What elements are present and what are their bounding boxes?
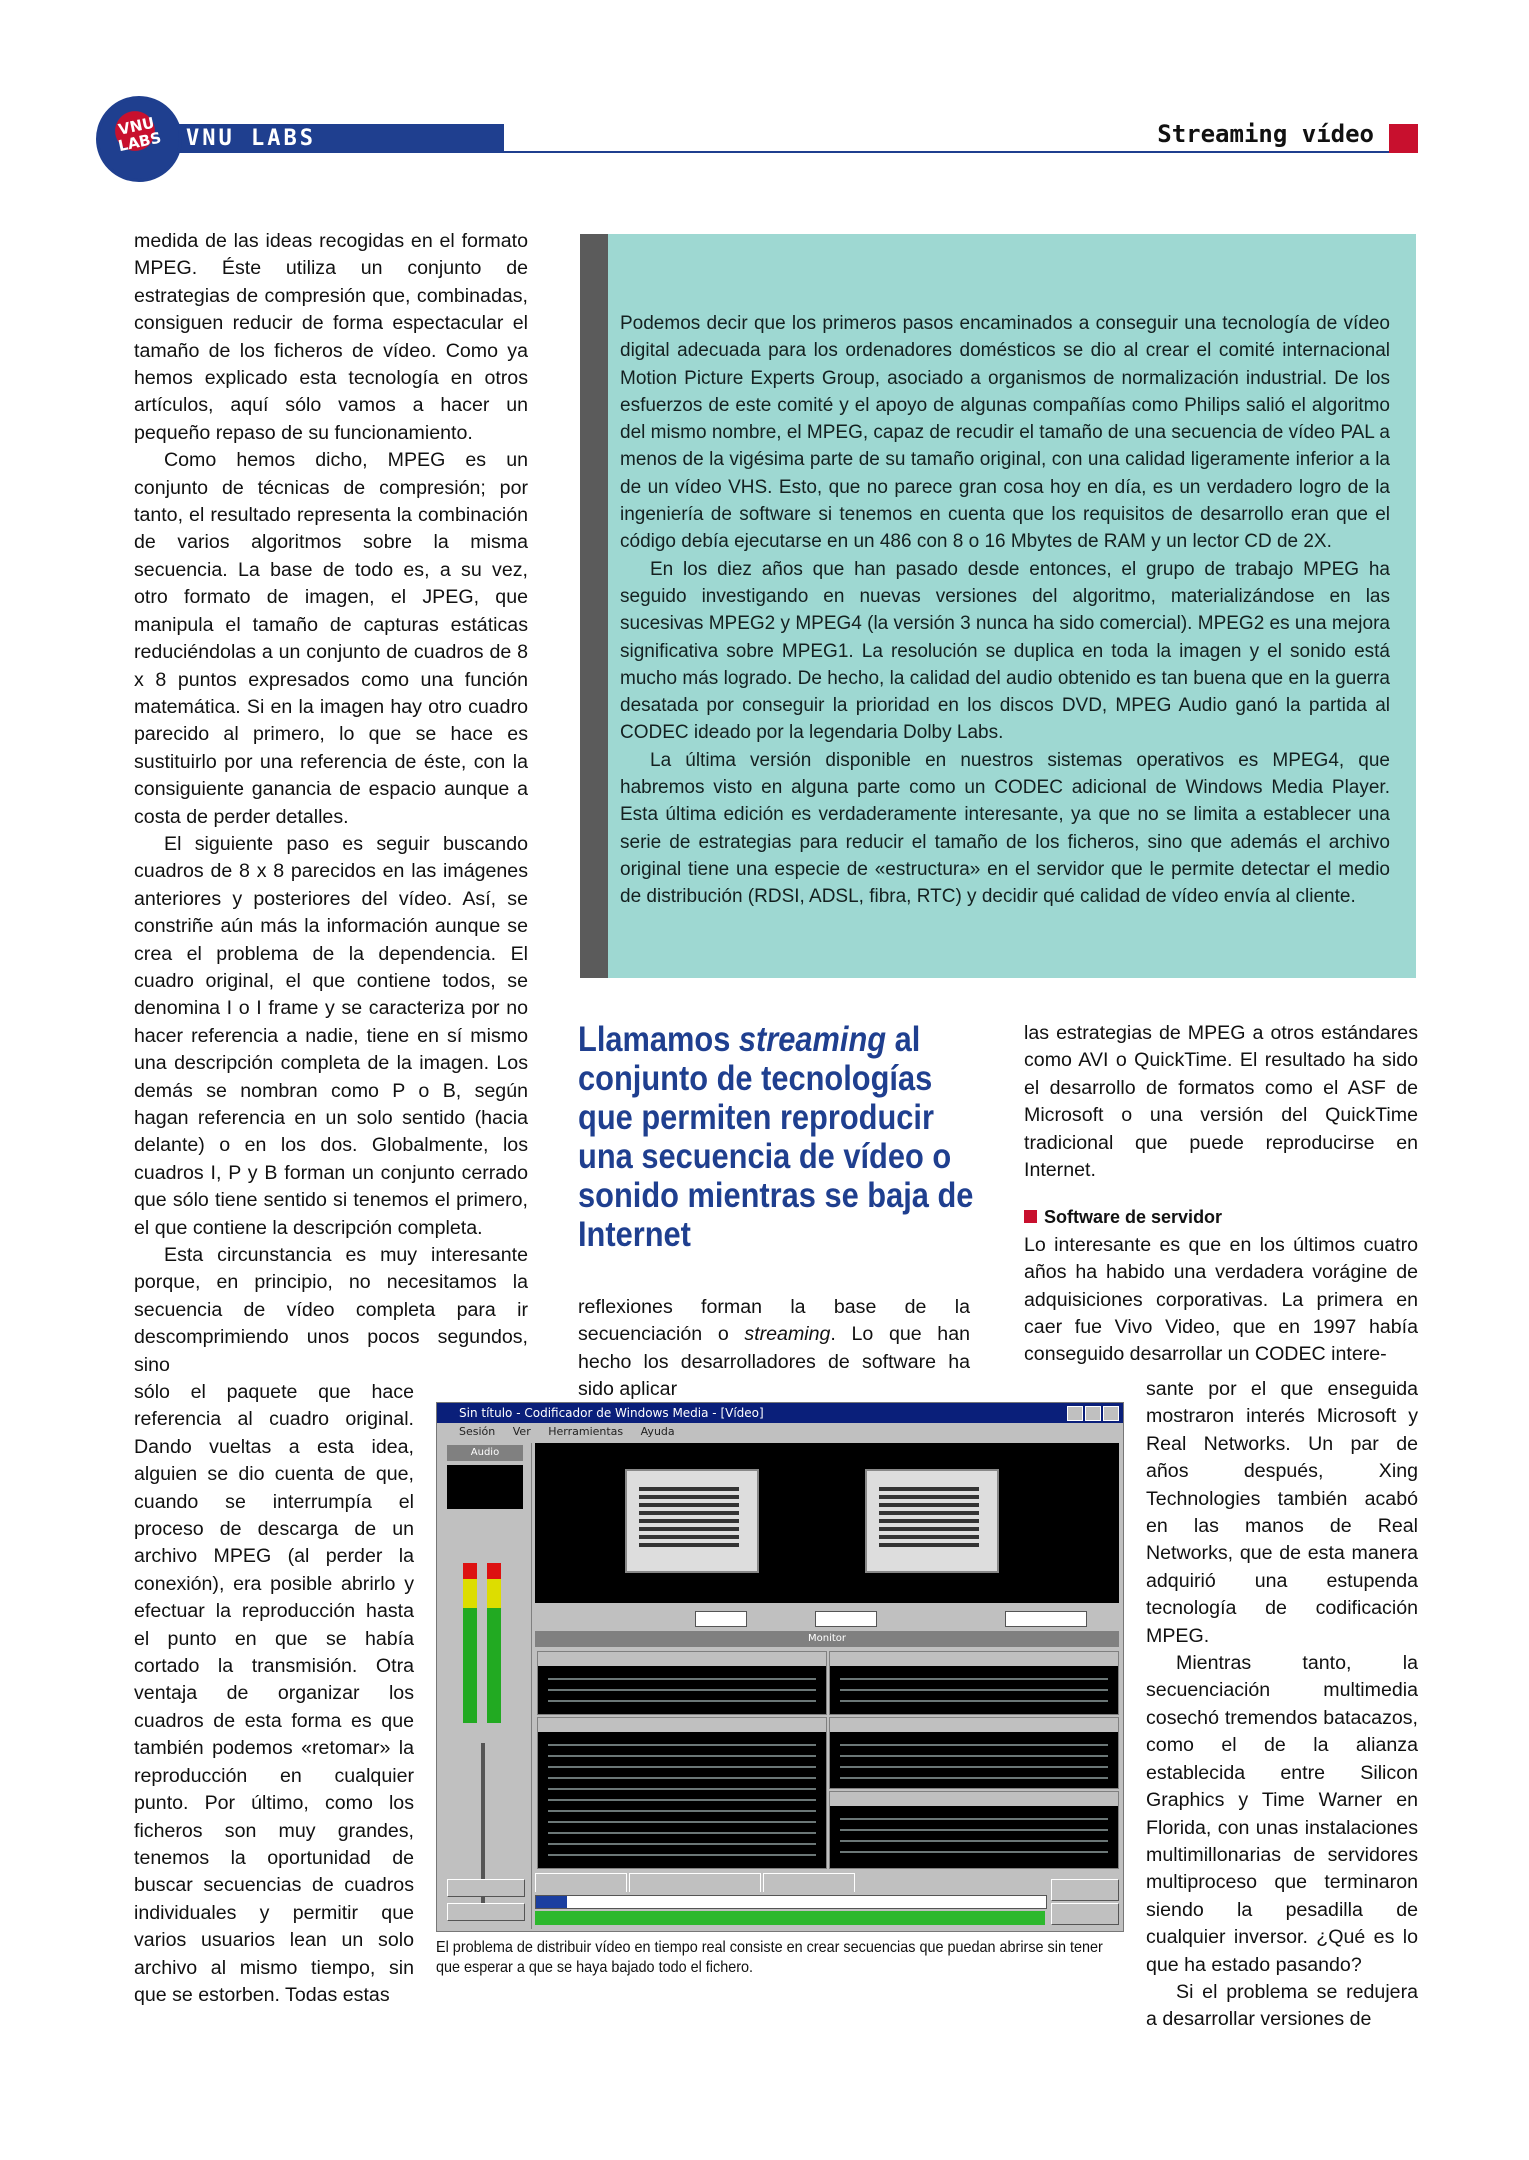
video-control-row <box>535 1607 1119 1629</box>
sidebar-paragraph-1: Podemos decir que los primeros pasos encaminados a conseguir una tecnología de vídeo digital adecuada para los ordenadores domésticos se dio al crear el comité internacional Motion Picture Experts Group, asociado a organismos de normalización industrial. De los esfuerzos de este comité y el apoyo de algunas compañías como Philips salió el algoritmo del mismo nombre, el MPEG, capaz de recudir el tamaño de una secuencia de vídeo PAL a menos de la vigésima parte de su tamaño original, con una calidad ligeramente inferior a la de un vídeo VHS. Esto, que no parece gran cosa hoy en día, es un verdadero logro de la ingeniería de software si tenemos en cuenta que los requisitos de desarrollo eran que el código debía ejecutarse en un 486 con 8 o 16 Mbytes de RAM y un lector CD de 2X. <box>620 313 1390 553</box>
figure-window-titlebar <box>437 1403 1123 1423</box>
sidebar-paragraph-2: En los diez años que han pasado desde entonces, el grupo de trabajo MPEG ha seguido investigando en nuevas versiones del algoritmo, materializándose en las sucesivas MPEG2 y MPEG4 (la versión 3 nunca ha sido comercial). MPEG2 es una mejora significativa sobre MPEG1. La resolución se duplica en toda la imagen y el sonido está mucho más logrado. De hecho, la calidad del audio obtenido es tan buena que en la guerra desatada por conseguir la prioridad en los discos DVD, MPEG Audio ganó la partida al CODEC ideado por la legendaria Dolby Labs. <box>620 558 1390 744</box>
header-rule <box>172 151 1418 153</box>
middle-text-after: . Lo que han hecho los desarrolladores de software ha sido aplicar <box>578 1323 971 1401</box>
figure-tabs <box>535 1873 935 1891</box>
pullquote-emphasis: streaming <box>738 1020 887 1059</box>
audio-level-meter-right <box>487 1563 501 1723</box>
sidebar-box <box>608 234 1416 978</box>
input-video-thumbnail <box>625 1469 759 1573</box>
right-narrow-paragraph-2: Mientras tanto, la secuenciación multimedia cosechó tremendos batacazos, como el de la alianza establecida entre Silicon Graphics y Time Warner en Florida, con unas instalaciones multimillonarias de servidores multiproceso que terminaron siendo la pesadilla de cualquier inversor. ¿Qué es lo que ha estado pasando? <box>1146 1652 1418 1976</box>
panel-lines <box>548 1738 816 1862</box>
middle-column <box>578 1294 970 1404</box>
system-panel <box>829 1791 1119 1869</box>
menu-item: Ayuda <box>640 1425 675 1438</box>
audio-pane <box>441 1443 532 1929</box>
left-paragraph-2: Como hemos dicho, MPEG es un conjunto de técnicas de compresión; por tanto, el resultado representa la combinación de varios algoritmos sobre la misma secuencia. La base de todo es, a su vez, otro formato de imagen, el JPEG, que manipula el tamaño de capturas estáticas reduciéndolas a un conjunto de cuadros de 8 x 8 puntos expresados como una función matemática. Si en la imagen hay otro cuadro parecido al primero, lo que se hace es sustituirlo por una referencia de éste, con la consiguiente ganancia de espacio aunque a costa de perder detalles. <box>134 449 528 828</box>
right-narrow-paragraph-1: sante por el que enseguida mostraron interés Microsoft y Real Networks. Un par de años después, Xing Technologies también acabó en las manos de Real Networks, que de esta manera adquirió una estupenda tecnología de codificación MPEG. <box>1146 1378 1418 1647</box>
start-button <box>1051 1879 1119 1901</box>
right-column-narrow <box>1146 1376 1418 2034</box>
pullquote-after: al conjunto de tecnologías que permiten reproducir una secuencia de vídeo o sonido mientras se baja de Internet <box>578 1020 974 1254</box>
close-icon <box>1103 1406 1119 1421</box>
logo-text: VNU LABS <box>116 113 163 156</box>
status-bar <box>535 1911 1045 1925</box>
pull-quote <box>578 1020 978 1254</box>
monitor-label: Monitor <box>535 1631 1119 1647</box>
panel-header <box>830 1792 1118 1806</box>
right-wide-text: Lo interesante es que en los últimos cuatro años ha habido una verdadera vorágine de adquisiciones corporativas. La primera en caer fue Vivo Video, que en 1997 había conseguido desarrollar un CODEC intere- <box>1024 1233 1418 1366</box>
section-title: Streaming vídeo <box>1157 120 1374 148</box>
bitrate-select <box>1005 1611 1087 1627</box>
header-brand: VNU LABS <box>186 126 316 151</box>
tab-info <box>629 1873 761 1892</box>
middle-text-before: reflexiones forman la base de la secuenciación o <box>578 1296 970 1346</box>
left-paragraph-4: Esta circunstancia es muy interesante porque, en principio, no necesitamos la secuencia de vídeo completa para ir descomprimiendo unos pocos segundos, sino <box>134 1244 528 1376</box>
middle-paragraph <box>578 1294 970 1404</box>
panel-lines <box>840 1738 1108 1782</box>
right-narrow-paragraph-3: Si el problema se redujera a desarrollar versiones de <box>1146 1980 1418 2031</box>
encoding-panel <box>537 1717 827 1869</box>
figure-menubar <box>437 1423 1123 1441</box>
right-intro: las estrategias de MPEG a otros estándares como AVI o QuickTime. El resultado ha sido el desarrollo de formatos como el ASF de Microsoft o una versión del QuickTime tradicional que puede reproducirse en Internet. <box>1024 1022 1418 1182</box>
left-paragraph-3: El siguiente paso es seguir buscando cuadros de 8 x 8 parecidos en las imágenes anteriores y posteriores del vídeo. Así, se constriñe aún más la información aunque se crea el problema de la dependencia. El cuadro original, el que contiene todos, se denomina I o I frame y se caracteriza por no hacer referencia a nadie, tiene en sí mismo una descripción completa de la imagen. Los demás se nombran como P o B, según hagan referencia en un solo sentido (hacia delante) o en los dos. Globalmente, los cuadros I, P y B forman un conjunto cerrado que sólo tiene sentido si tenemos el primero, el que contiene la descripción completa. <box>134 832 528 1239</box>
panel-lines <box>840 1812 1108 1862</box>
figure-caption: El problema de distribuir vídeo en tiempo real consiste en crear secuencias que puedan abrirse sin tener que esperar a que se haya bajado todo el fichero. <box>436 1939 1103 1976</box>
left-column-narrow <box>134 1379 414 2009</box>
right-column <box>1024 1020 1418 1369</box>
maximize-icon <box>1085 1406 1101 1421</box>
audio-button <box>447 1879 525 1897</box>
tab-connections <box>763 1873 855 1892</box>
figure-window-title: Sin título - Codificador de Windows Media - [Vídeo] <box>459 1406 764 1420</box>
panel-header <box>538 1718 826 1732</box>
audio-box <box>447 1465 523 1509</box>
audio-level-meter-left <box>463 1563 477 1723</box>
subhead-text: Software de servidor <box>1044 1207 1223 1228</box>
subhead-software-servidor <box>1024 1204 1418 1231</box>
panel-header <box>830 1718 1118 1732</box>
middle-text-emphasis: streaming <box>744 1323 831 1346</box>
panel-lines <box>548 1672 816 1708</box>
subhead-bullet <box>1024 1210 1037 1223</box>
video-preview-area <box>535 1443 1119 1603</box>
panel-header <box>830 1652 1118 1666</box>
sidebar-paragraph-3: La última versión disponible en nuestros sistemas operativos es MPEG4, que habremos visto en alguna parte como un CODEC adicional de Windows Media Player. Esta última edición es verdaderamente interesante, ya que no se limita a establecer una serie de estrategias para reducir el tamaño de los ficheros, sino que además el archivo original tiene una especie de «estructura» en el servidor que le permite detectar el medio de distribución (RDSI, ADSL, fibra, RTC) y decidir qué calidad de vídeo envía al cliente. <box>620 749 1390 908</box>
zoom-select <box>695 1611 747 1627</box>
pullquote-before: Llamamos <box>578 1020 739 1059</box>
menu-item: Sesión <box>459 1425 496 1438</box>
audio-button <box>447 1903 525 1921</box>
audio-label: Audio <box>447 1445 523 1461</box>
header-accent-square <box>1389 124 1418 153</box>
minimize-icon <box>1067 1406 1083 1421</box>
left-column <box>134 228 528 1379</box>
windows-media-encoder-screenshot <box>436 1402 1124 1932</box>
progress-panel <box>829 1717 1119 1789</box>
left-paragraph-1: medida de las ideas recogidas en el formato MPEG. Éste utiliza un conjunto de estrategias de compresión que, combinadas, consiguen reducir de forma espectacular el tamaño de los ficheros de vídeo. Como ya hemos explicado esta tecnología en otros artículos, aquí sólo vamos a hacer un pequeño repaso de su funcionamiento. <box>134 230 528 444</box>
preview-select <box>815 1611 877 1627</box>
tab-general <box>535 1873 627 1892</box>
stop-button <box>1051 1903 1119 1925</box>
left-narrow-text: sólo el paquete que hace referencia al cuadro original. Dando vueltas a esta idea, alguien se dio cuenta de que, cuando se interrumpía el proceso de descarga de un archivo MPEG (al perder la conexión), era posible abrirlo y efectuar la reproducción hasta el punto en que se había cortado la transmisión. Otra ventaja de organizar los cuadros de esta forma es que también podemos «retomar» la reproducción en cualquier punto. Por último, como los ficheros son muy grandes, tenemos la oportunidad de buscar secuencias de cuadros individuales y permitir que varios usuarios lean un solo archivo al mismo tiempo, sin que se estorben. Todas estas <box>134 1381 414 2006</box>
progress-fill <box>536 1896 567 1908</box>
output-panel <box>829 1651 1119 1715</box>
input-panel <box>537 1651 827 1715</box>
sidebar-accent-bar <box>580 234 608 978</box>
menu-item: Ver <box>512 1425 531 1438</box>
panel-lines <box>840 1672 1108 1708</box>
panel-header <box>538 1652 826 1666</box>
menu-item: Herramientas <box>548 1425 624 1438</box>
encoding-progress-bar <box>535 1895 1047 1909</box>
output-video-thumbnail <box>865 1469 999 1573</box>
